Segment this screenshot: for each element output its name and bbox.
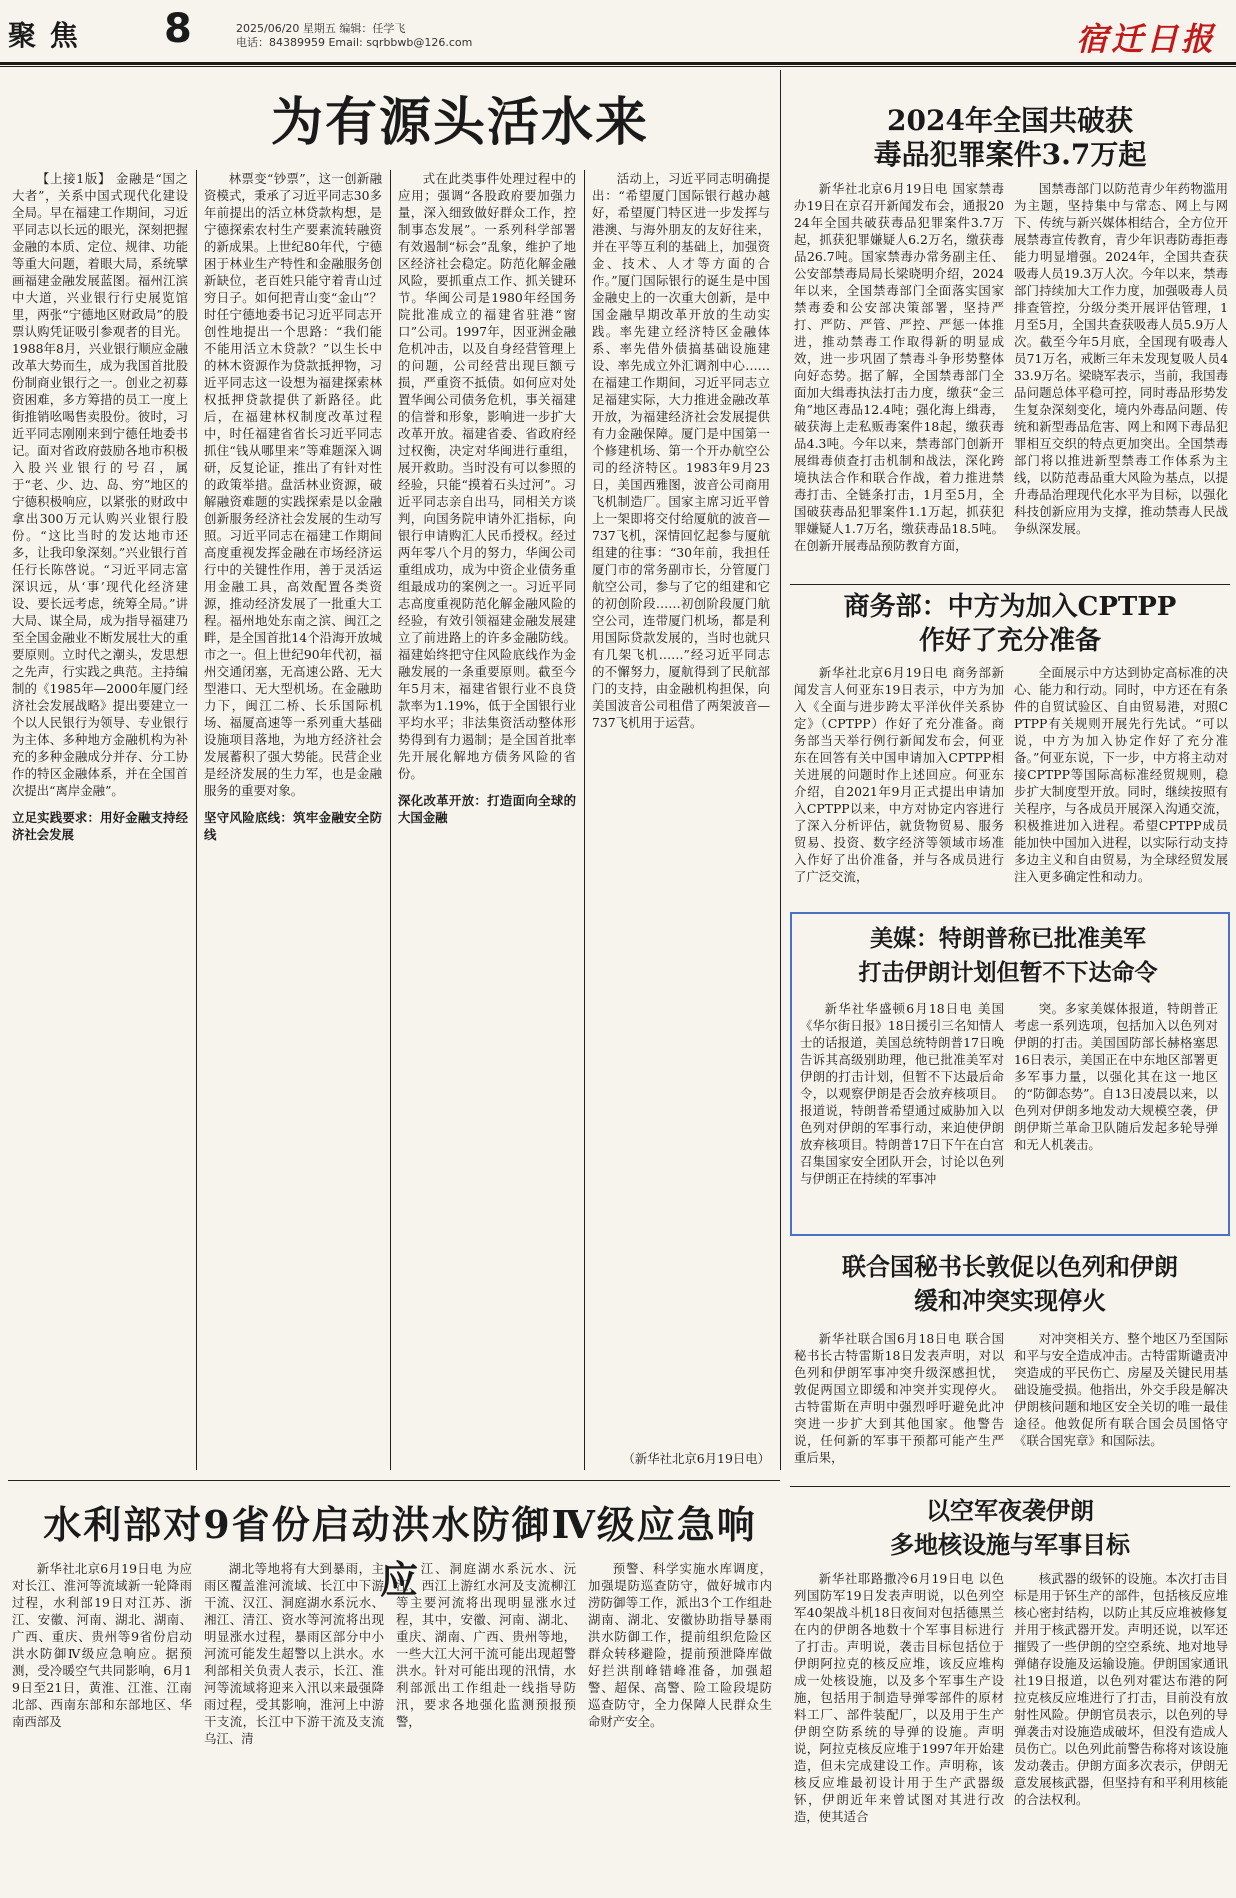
masthead-meta xyxy=(236,22,472,50)
un-column-2 xyxy=(1014,1330,1228,1480)
section-name: 聚 焦 xyxy=(8,19,80,52)
trump-headline-line2: 打击伊朗计划但暂不下达命令 xyxy=(858,959,1158,986)
flood-paragraph-4: 预警、科学实施水库调度，加强堤防巡查防守，做好城市内涝防御等工作，派出3个工作组赴湖南、湖北、安徽协助指导暴雨洪水防御工作，提前组织危险区群众转移避险，提前预泄降库做好拦洪削峰错峰准备，加强超警、超保、高警、险工险段堤防巡查防守，全力保障人民群众生命财产安全。 xyxy=(588,1561,772,1729)
israel-paragraph-2: 核武器的级钚的设施。本次打击目标是用于钚生产的部件，包括核反应堆核心密封结构，以防止其反应堆被修复并用于核武器开发。声明还说，以军还摧毁了一些伊朗的空空系统、地对地导弹储存设施及运输设施。伊朗国家通讯社19日报道，以色列对霍达布港的阿拉克核反应堆进行了打击，目前没有放射性风险。伊朗官员表示，以色列的导弹袭击对设施造成破坏，但没有造成人员伤亡。以色列此前警告称将对该设施发动袭击。伊朗方面多次表示，伊朗无意发展核武器，但坚持有和平利用核能的合法权利。 xyxy=(1014,1571,1228,1807)
cptpp-paragraph-1: 新华社北京6月19日电 商务部新闻发言人何亚东19日表示，中方为加入《全面与进步跨太平洋伙伴关系协定》（CPTPP）作好了充分准备。商务部当天举行例行新闻发布会，何亚东在回答有关中国申请加入CPTPP相关进展的问题时作上述回应。何亚东介绍，自2021年9月正式提出申请加入CPTPP以来，中方对协定内容进行了深入分析评估，就货物贸易、服务贸易、投资、数字经济等领域市场准入作好了出价准备，并与各成员进行了广泛交流， xyxy=(794,665,1004,884)
lead-column-1 xyxy=(12,170,188,1470)
lead-paragraph-1: 【上接1版】 金融是“国之大者”，关系中国式现代化建设全局。早在福建工作期间，习近平同志以长远的眼光，深刻把握金融的本质、定位、规律、功能等重大问题，着眼大局，系统擘画福建金融发展蓝图。福州江滨中大道，兴业银行行史展览馆里，两张“宁德地区财政局”的股票认购凭证吸引参观者的目光。1988年8月，兴业银行顺应金融改革大势而生，成为我国首批股份制商业银行之一。创业之初募资困难，多方筹措的员工一度上街推销吆喝售卖股份。彼时，习近平同志刚刚来到宁德任地委书记。面对省政府鼓励各地市积极入股兴业银行的号召，属于“老、少、边、岛、穷”地区的宁德积极响应，以紧张的财政中拿出300万元认购兴业银行股份。“这比当时的发达地市还多，让我印象深刻。”兴业银行首任行长陈啓说。“习近平同志富深识远，从‘事’现代化经济建设、要长远考虑，统筹全局。”讲大局、谋全局，成为指导福建乃至全国金融业不断发展壮大的重要原则。立时代之潮头，发思想之先声，行实践之典范。主持编制的《1985年—2000年厦门经济社会发展战略》提出要建立一个以人民银行为领导、专业银行为主体、多种地方金融机构为补充的多种金融成分并存、分工协作的特区金融体系，并在全国首次提出“离岸金融”。 xyxy=(12,171,188,798)
story-divider xyxy=(790,584,1230,585)
cptpp-column-2 xyxy=(1014,664,1228,904)
cptpp-headline-line2: 作好了充分准备 xyxy=(918,626,1101,656)
masthead-rule-thin xyxy=(0,66,1236,67)
lead-subhead-3: 深化改革开放：打造面向全球的大国金融 xyxy=(398,793,576,825)
trump-column-1 xyxy=(800,1000,1004,1224)
trump-column-2 xyxy=(1014,1000,1218,1224)
flood-column-4 xyxy=(588,1560,772,1890)
drug-paragraph-2: 国禁毒部门以防范青少年药物滥用为主题，坚持集中与常态、网上与网下、传统与新兴媒体相结合，全方位开展禁毒宣传教育，青少年识毒防毒拒毒能力明显增强。2024年，全国共查获吸毒人员19.3万人次。今年以来，禁毒部门持续加大工作力度，加强吸毒人员排查管控，分级分类开展评估管理，1月至5月，全国共查获吸毒人员5.9万人次。截至今年5月底，全国现有吸毒人员71万名，戒断三年未发现复吸人员433.9万名。梁晓军表示，当前，我国毒品问题总体平稳可控，同时毒品形势发生复杂深刻变化，境内外毒品问题、传统和新型毒品危害、网上和网下毒品犯罪相互交织的特点更加突出。全国禁毒部门将以推进新型禁毒工作体系为主线，以防范毒品重大风险为基点，以提升毒品治理现代化水平为目标，以强化科技创新应用为支撑，推动禁毒人民战争纵深发展。 xyxy=(1014,181,1228,536)
lead-dateline: （新华社北京6月19日电） xyxy=(622,1451,770,1466)
israel-column-1 xyxy=(794,1570,1004,1892)
lead-headline: 为有源头活水来 xyxy=(270,92,649,153)
story-divider xyxy=(790,1486,1230,1487)
un-paragraph-2: 对冲突相关方、整个地区乃至国际和平与安全造成冲击。古特雷斯谴责冲突造成的平民伤亡、房屋及关键民用基础设施受损。他指出，外交手段是解决伊朗核问题和地区安全关切的唯一最佳途径。他敦促所有联合国会员国恪守《联合国宪章》和国际法。 xyxy=(1014,1331,1228,1448)
newspaper-logo: 宿迁日报 xyxy=(1075,20,1216,58)
un-headline-line1: 联合国秘书长敦促以色列和伊朗 xyxy=(842,1252,1178,1281)
cptpp-paragraph-2: 全面展示中方达到协定高标准的决心、能力和行动。同时，中方还在有条件的自贸试验区、自由贸易港，对照CPTPP有关规则开展先行先试。“可以说，中方为加入协定作好了充分准备。”何亚东说，下一步，中方将主动对接CPTPP等国际高标准经贸规则，稳步扩大制度型开放。同时，继续按照有关程序，与各成员开展深入沟通交流，积极推进加入进程。希望CPTPP成员能加快中国加入进程，以实际行动支持多边主义和自由贸易，为全球经贸发展注入更多确定性和动力。 xyxy=(1014,665,1228,884)
lead-column-2 xyxy=(204,170,382,1470)
drug-headline-line1: 2024年全国共破获 xyxy=(887,104,1133,137)
cptpp-headline-line1: 商务部：中方为加入CPTPP xyxy=(843,592,1177,622)
story-divider xyxy=(8,1480,780,1481)
lead-column-4 xyxy=(592,170,770,1450)
flood-column-1 xyxy=(12,1560,192,1890)
lead-subhead-2: 坚守风险底线：筑牢金融安全防线 xyxy=(204,810,382,842)
trump-headline-line1: 美媒：特朗普称已批准美军 xyxy=(870,925,1146,952)
cptpp-headline xyxy=(792,590,1228,658)
flood-paragraph-1: 新华社北京6月19日电 为应对长江、淮河等流域新一轮降雨过程，水利部19日对江苏、浙江、安徽、河南、湖北、湖南、广西、重庆、贵州等9省份启动洪水防御Ⅳ级应急响应。据预测，受冷暖空气共同影响，6月19日至21日，黄淮、江淮、江南北部、西南东部和东部地区、华南西部及 xyxy=(12,1561,192,1729)
trump-paragraph-2: 突。多家美媒体报道，特朗普正考虑一系列选项，包括加入以色列对伊朗的打击。美国国防部长赫格塞思16日表示，美国正在中东地区部署更多军事力量，以强化其在这一地区的“防御态势”。自13日凌晨以来，以色列对伊朗多地发动大规模空袭，伊朗伊斯兰革命卫队随后发起多轮导弹和无人机袭击。 xyxy=(1014,1001,1218,1152)
un-headline-line2: 缓和冲突实现停火 xyxy=(914,1286,1106,1315)
drug-column-1 xyxy=(794,180,1004,580)
drug-paragraph-1: 新华社北京6月19日电 国家禁毒办19日在京召开新闻发布会，通报2024年全国共破获毒品犯罪案件3.7万起，抓获犯罪嫌疑人6.2万名，缴获毒品26.7吨。国家禁毒办常务副主任、公安部禁毒局局长梁晓明介绍，2024年以来，全国禁毒部门全面落实国家禁毒委和公安部决策部署，坚持严打、严防、严管、严控、严惩一体推进，推动禁毒工作取得新的明显成效，进一步巩固了禁毒斗争形势整体向好态势。据了解，全国禁毒部门全面加大缉毒执法打击力度，缴获“金三角”地区毒品12.4吨；强化海上缉毒，破获海上走私贩毒案件18起，缴获毒品4.3吨。今年以来，禁毒部门创新开展缉毒侦查打击机制和战法，深化跨境执法合作和联合作战，着力推进禁毒打击、全链条打击，1月至5月，全国破获毒品犯罪案件1.1万起，抓获犯罪嫌疑人1.7万名，缴获毒品18.5吨。在创新开展毒品预防教育方面， xyxy=(794,181,1004,553)
israel-headline-line2: 多地核设施与军事目标 xyxy=(890,1530,1130,1559)
column-divider xyxy=(390,170,391,1470)
date-line: 2025/06/20 星期五 编辑：任学飞 xyxy=(236,22,406,35)
lead-column-3 xyxy=(398,170,576,1470)
lead-paragraph-2: 林票变“钞票”，这一创新融资模式，秉承了习近平同志30多年前提出的活立林贷款构想，是宁德探索农村生产要素流转融资的新成果。上世纪80年代，宁德困于林业生产特性和金融服务创新缺位，老百姓只能守着青山过穷日子。如何把青山变“金山”？时任宁德地委书记习近平同志开创性地提出一个思路：“我们能不能用活立木贷款？”以生长中的林木资源作为贷款抵押物，习近平同志这一设想为福建探索林权抵押贷款提供了新路径。此后，在福建林权制度改革过程中，时任福建省省长习近平同志抓住“钱从哪里来”等难题深入调研，反复论证，推出了有针对性的政策举措。盘活林业资源，破解融资难题的实践探索是以金融创新服务经济社会发展的生动写照。习近平同志在福建工作期间高度重视发挥金融在市场经济运行中的关键性作用，善于灵活运用金融工具，高效配置各类资源，推动经济发展了一批重大工程。福州地处东南之滨、闽江之畔，是全国首批14个沿海开放城市之一。但上世纪90年代初，福州交通闭塞，无高速公路、无大型港口、无大型机场。在金融助力下，闽江二桥、长乐国际机场、福厦高速等一系列重大基础设施项目落地，为地方经济社会发展蓄积了强大势能。民营企业是经济发展的生力军，也是金融服务的重要对象。 xyxy=(204,171,382,798)
drug-column-2 xyxy=(1014,180,1228,580)
cptpp-column-1 xyxy=(794,664,1004,904)
drug-headline xyxy=(792,104,1228,172)
lead-subhead-1: 立足实践要求：用好金融支持经济社会发展 xyxy=(12,810,188,842)
un-column-1 xyxy=(794,1330,1004,1480)
masthead xyxy=(0,0,1236,62)
israel-headline xyxy=(792,1494,1228,1562)
page-number: 8 xyxy=(164,6,192,52)
column-divider xyxy=(196,170,197,1470)
lead-paragraph-4: 活动上，习近平同志明确提出：“希望厦门国际银行越办越好，希望厦门特区进一步发挥与港澳、与海外朋友的友好往来，并在平等互利的基础上，加强资金、技术、人才等方面的合作。”厦门国际银行的诞生是中国金融史上的一次重大创新，是中国金融早期改革开放的生动实践。率先建立经济特区金融体系、率先借外债搞基础设施建设、率先成立外汇调剂中心……在福建工作期间，习近平同志立足福建实际，大力推进金融改革开放，为福建经济社会发展提供有力金融保障。厦门是中国第一个修建机场、第一个开办航空公司的经济特区。1983年9月23日，美国西雅图，波音公司商用飞机制造厂。国家主席习近平曾上一架即将交付给厦航的波音—737飞机，深情回忆起参与厦航组建的往事：“30年前，我担任厦门市的常务副市长，分管厦门航空公司，参与了它的组建和它的初创阶段……初创阶段厦门航空公司，连带厦门机场，都是利用国际贷款发展的，当时也就只有几架飞机……”经习近平同志的不懈努力，厦航得到了民航部门的支持，由金融机构担保，向美国波音公司租借了两架波音—737飞机用于运营。 xyxy=(592,171,770,730)
right-rail-divider xyxy=(780,70,781,1470)
israel-paragraph-1: 新华社耶路撒冷6月19日电 以色列国防军19日发表声明说，以色列空军40架战斗机18日夜间对包括德黑兰在内的伊朗各地数十个军事目标进行了打击。声明说，袭击目标包括位于伊朗阿拉克的核反应堆，该反应堆构成一处核设施，以及多个军事生产设施，包括用于制造导弹零部件的原材料工厂、部件装配厂，以及用于生产伊朗空防系统的导弹的设施。声明说，阿拉克核反应堆于1997年开始建造，但未完成建设工作。声明称，该核反应堆最初设计用于生产武器级钚，伊朗近年来曾试图对其进行改造，使其适合 xyxy=(794,1571,1004,1824)
lead-paragraph-3: 式在此类事件处理过程中的应用；强调“各股政府要加强力量，深入细致做好群众工作，控制事态发展”。一系列科学部署有效遏制“标会”乱象，维护了地区经济社会稳定。防范化解金融风险，要抓重点工作、抓关键环节。华闽公司是1980年经国务院批准成立的福建省驻港“窗口”公司。1997年，因亚洲金融危机冲击，以及自身经营管理上的问题，公司经营出现巨额亏损，严重资不抵债。如何应对处置华闽公司债务危机，事关福建的信誉和形象，影响进一步扩大改革开放。福建省委、省政府经过权衡，决定对华闽进行重组，展开救助。当时没有可以参照的经验，只能“摸着石头过河”。习近平同志亲自出马，同相关方谈判，向国务院申请外汇指标，向银行申请购汇人民币授权。经过两年零八个月的努力，华闽公司重组成功，成为中资企业债务重组最成功的案例之一。习近平同志高度重视防范化解金融风险的经验，有效引领福建金融发展建立了前进路上的许多金融防线。福建始终把守住风险底线作为金融发展的一条重要原则。截至今年5月末，福建省银行业不良贷款率为1.19%，低于全国银行业平均水平；非法集资活动整体形势得到有力遏制；是全国首批率先开展化解地方债务风险的省份。 xyxy=(398,171,576,781)
flood-paragraph-3: 江、洞庭湖水系沅水、沅江、西江上游红水河及支流柳江等主要河流将出现明显涨水过程，其中，安徽、河南、湖北、重庆、湖南、广西、贵州等地，一些大江大河干流可能出现超警洪水。针对可能出现的汛情，水利部派出工作组赴一线指导防汛，要求各地强化监测预报预警， xyxy=(396,1561,576,1729)
trump-paragraph-1: 新华社华盛顿6月18日电 美国《华尔街日报》18日援引三名知情人士的话报道，美国总统特朗普17日晚告诉其高级别助理，他已批准美军对伊朗的打击计划，但暂不下达最后命令，以观察伊朗是否会放弃核项目。报道说，特朗普希望通过威胁加入以色列对伊朗的军事行动，来迫使伊朗放弃核项目。特朗普17日下午在白宫召集国家安全团队开会，讨论以色列与伊朗正在持续的军事冲 xyxy=(800,1001,1004,1186)
flood-column-3 xyxy=(396,1560,576,1890)
un-headline xyxy=(792,1250,1228,1318)
un-paragraph-1: 新华社联合国6月18日电 联合国秘书长古特雷斯18日发表声明，对以色列和伊朗军事冲突升级深感担忧，敦促两国立即缓和冲突并实现停火。古特雷斯在声明中强烈呼吁避免此冲突进一步扩大到其他国家。他警告说，任何新的军事干预都可能产生严重后果， xyxy=(794,1331,1004,1465)
column-divider xyxy=(584,170,585,1470)
masthead-rule xyxy=(0,62,1236,65)
contact-line: 电话：84389959 Email: sqrbbwb@126.com xyxy=(236,36,473,49)
flood-paragraph-2: 湖北等地将有大到暴雨，主雨区覆盖淮河流域、长江中下游干流、汉江、洞庭湖水系沅水、湘江、清江、资水等河流将出现明显涨水过程，暴雨区部分中小河流可能发生超警以上洪水。水利部相关负责人表示，长江、淮河等流域将迎来入汛以来最强降雨过程，受其影响，淮河上中游干支流，长江中下游干流及支流乌江、清 xyxy=(204,1561,384,1746)
flood-headline: 水利部对9省份启动洪水防御Ⅳ级应急响应 xyxy=(43,1502,757,1602)
drug-headline-line2: 毒品犯罪案件3.7万起 xyxy=(873,138,1147,171)
trump-headline xyxy=(800,922,1216,990)
israel-column-2 xyxy=(1014,1570,1228,1892)
israel-headline-line1: 以空军夜袭伊朗 xyxy=(926,1496,1094,1525)
flood-column-2 xyxy=(204,1560,384,1890)
